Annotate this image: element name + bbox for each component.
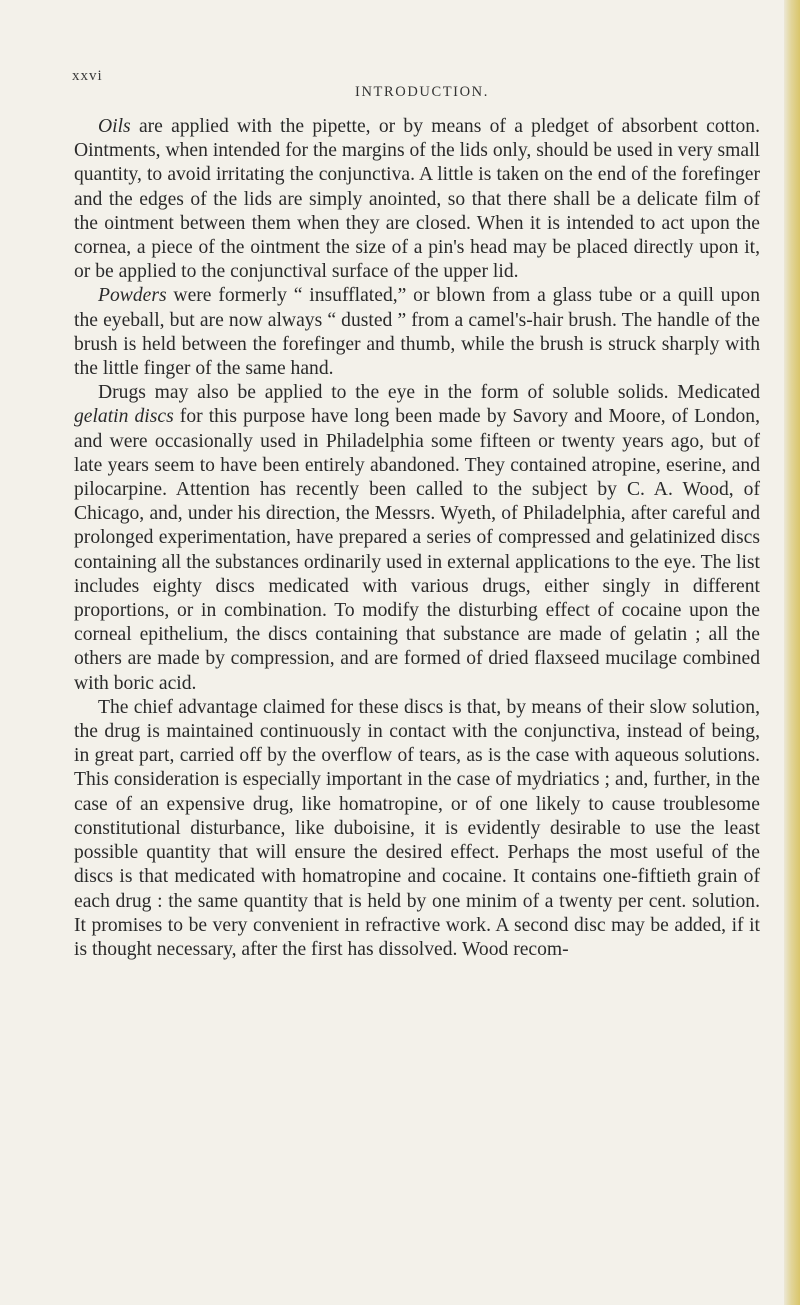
- paragraph-text: are applied with the pipette, or by means of a pledget of absorbent cotton. Ointments, when intended for the margins of the lids only, should be used in very small quantity, to avoid irritating the conjunctiva. A little is taken on the end of the forefinger and the edges of the lids are simply anointed, so that there shall be a delicate film of the ointment between them when they are closed. When it is intended to act upon the cornea, a piece of the ointment the size of a pin's head may be placed directly upon it, or be applied to the conjunctival surface of the upper lid.: [74, 116, 760, 283]
- paragraph-drugs: [74, 381, 760, 696]
- paragraph-text: Drugs may also be applied to the eye in the form of soluble solids. Medicated: [98, 382, 760, 404]
- body-text: [74, 115, 760, 962]
- paragraph-text: were formerly “ insufflated,” or blown from a glass tube or a quill upon the eyeball, but are now always “ dusted ” from a camel's-hair brush. The handle of the brush is held between the forefinger and thumb, while the brush is struck sharply with the little finger of the same hand.: [74, 285, 760, 380]
- paragraph-advantage: [74, 696, 760, 962]
- running-head: [0, 84, 784, 101]
- paragraph-lead: Powders: [98, 285, 167, 307]
- paragraph-text: for this purpose have long been made by Savory and Moore, of London, and were occasionally used in Philadelphia some fifteen or twenty years ago, but of late years seem to have been entirely abandoned. They contained atropine, eserine, and pilocarpine. Attention has recently been called to the subject by C. A. Wood, of Chicago, and, under his direction, the Messrs. Wyeth, of Philadelphia, after careful and prolonged experimentation, have prepared a series of compressed and gelatinized discs containing all the substances ordinarily used in external applications to the eye. The list includes eighty discs medicated with various drugs, either singly in different proportions, or in combination. To modify the disturbing effect of cocaine upon the corneal epithelium, the discs containing that substance are made of gelatin ; all the others are made by compression, and are formed of dried flaxseed mucilage combined with boric acid.: [74, 406, 760, 694]
- running-head-title: INTRODUCTION.: [355, 84, 489, 100]
- paragraph-oils: [74, 115, 760, 284]
- paragraph-powders: [74, 284, 760, 381]
- page-edge: [784, 0, 800, 1305]
- paragraph-text: The chief advantage claimed for these discs is that, by means of their slow solution, the drug is maintained continuously in contact with the conjunctiva, instead of being, in great part, carried off by the overflow of tears, as is the case with aqueous solutions. This consideration is especially important in the case of mydriatics ; and, further, in the case of an expensive drug, like homatropine, or of one likely to cause troublesome constitutional disturbance, like duboisine, it is evidently desirable to use the least possible quantity that will ensure the desired effect. Perhaps the most useful of the discs is that medicated with homatropine and cocaine. It contains one-fiftieth grain of each drug : the same quantity that is held by one minim of a twenty per cent. solution. It promises to be very convenient in refractive work. A second disc may be added, if it is thought necessary, after the first has dissolved. Wood recom-: [74, 696, 760, 960]
- page-number: xxvi: [72, 68, 103, 84]
- paragraph-emphasis: gelatin discs: [74, 406, 174, 428]
- paragraph-lead: Oils: [98, 116, 131, 137]
